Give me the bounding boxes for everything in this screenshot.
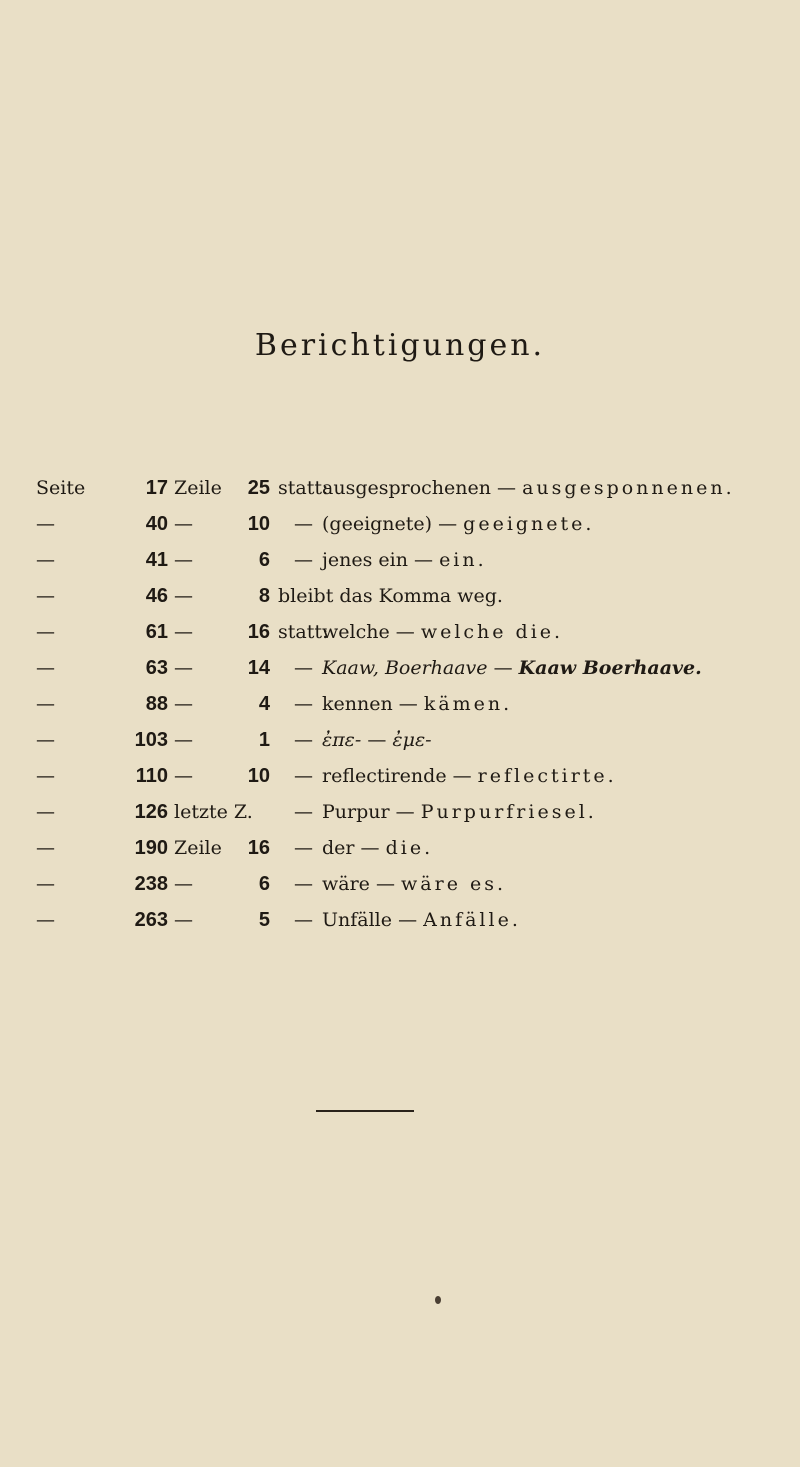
page-number: 46 <box>145 585 168 607</box>
lead-dash: — <box>36 549 55 571</box>
wrong-text: Unfälle <box>322 909 393 931</box>
wrong-text: kennen <box>322 693 393 715</box>
wrong-text: Kaaw, Boerhaave <box>322 657 488 679</box>
page-number: 40 <box>145 513 168 535</box>
statt-dash: — <box>294 873 313 895</box>
lead-dash: — <box>36 909 55 931</box>
correction-text <box>322 657 702 679</box>
seite-label: Seite <box>36 477 86 499</box>
lead-dash: — <box>36 693 55 715</box>
statt-label: statt: <box>278 621 329 643</box>
zeile-label: Zeile <box>174 837 222 859</box>
errata-row <box>36 585 800 621</box>
page-number: 41 <box>145 549 168 571</box>
zeile-label: Zeile <box>174 477 222 499</box>
wrong-text: welche <box>322 621 390 643</box>
wrong-text: ἐπε- <box>322 729 362 751</box>
line-number: 16 <box>247 621 270 643</box>
separator-dash: — <box>395 621 415 643</box>
correction-text <box>322 513 594 535</box>
statt-dash: — <box>294 765 313 787</box>
page-number: 88 <box>145 693 168 715</box>
errata-row <box>36 729 800 765</box>
wrong-text: reflectirende <box>322 765 447 787</box>
zeile-dash: — <box>174 909 193 931</box>
correction-text <box>278 585 503 607</box>
line-number: 16 <box>247 837 270 859</box>
page-title: Berichtigungen. <box>254 328 546 363</box>
correction-text <box>322 801 597 823</box>
errata-row <box>36 765 800 801</box>
lead-dash: — <box>36 621 55 643</box>
correction-text <box>322 729 432 751</box>
separator-dash: — <box>497 477 517 499</box>
right-text: geeignete. <box>463 513 595 535</box>
ink-mark <box>435 1296 441 1304</box>
statt-dash: — <box>294 693 313 715</box>
letzte-zeile-label: letzte Z. <box>174 801 253 823</box>
errata-row <box>36 657 800 693</box>
separator-dash: — <box>398 693 418 715</box>
statt-dash: — <box>294 513 313 535</box>
page-number: 126 <box>134 801 168 823</box>
errata-row <box>36 909 800 945</box>
page-number: 263 <box>134 909 168 931</box>
zeile-dash: — <box>174 621 193 643</box>
errata-row <box>36 873 800 909</box>
wrong-text: jenes ein <box>322 549 408 571</box>
correction-text <box>322 693 512 715</box>
right-text: kämen. <box>423 693 513 715</box>
lead-dash: — <box>36 801 55 823</box>
correction-text <box>322 477 735 499</box>
zeile-dash: — <box>174 549 193 571</box>
correction-text <box>322 909 521 931</box>
line-number: 5 <box>258 909 270 931</box>
statt-dash: — <box>294 801 313 823</box>
line-number: 6 <box>258 873 270 895</box>
lead-dash: — <box>36 657 55 679</box>
zeile-dash: — <box>174 657 193 679</box>
lead-dash: — <box>36 837 55 859</box>
line-number: 10 <box>247 765 270 787</box>
correction-text <box>322 549 487 571</box>
zeile-dash: — <box>174 765 193 787</box>
errata-row <box>36 477 800 513</box>
separator-dash: — <box>414 549 434 571</box>
right-text: die. <box>385 837 434 859</box>
right-text: Purpurfriesel. <box>420 801 597 823</box>
separator-dash: — <box>375 873 395 895</box>
right-text: reflectirte. <box>477 765 617 787</box>
lead-dash: — <box>36 729 55 751</box>
separator-dash: — <box>493 657 513 679</box>
lead-dash: — <box>36 585 55 607</box>
wrong-text: ausgesprochenen <box>322 477 491 499</box>
statt-dash: — <box>294 729 313 751</box>
page-number: 63 <box>145 657 168 679</box>
right-text: ein. <box>439 549 487 571</box>
errata-row <box>36 621 800 657</box>
line-number: 14 <box>247 657 270 679</box>
statt-dash: — <box>294 909 313 931</box>
separator-dash: — <box>395 801 415 823</box>
separator-dash: — <box>367 729 387 751</box>
statt-dash: — <box>294 549 313 571</box>
wrong-text: (geeignete) <box>322 513 433 535</box>
statt-dash: — <box>294 837 313 859</box>
lead-dash: — <box>36 513 55 535</box>
line-number: 1 <box>258 729 270 751</box>
footer-rule <box>316 1110 414 1112</box>
correction-text <box>322 837 433 859</box>
separator-dash: — <box>398 909 418 931</box>
line-number: 4 <box>258 693 270 715</box>
zeile-dash: — <box>174 513 193 535</box>
lead-dash: — <box>36 765 55 787</box>
page-number: 17 <box>145 477 168 499</box>
page-number: 110 <box>135 765 168 787</box>
errata-row <box>36 549 800 585</box>
separator-dash: — <box>360 837 380 859</box>
errata-row <box>36 837 800 873</box>
wrong-text: wäre <box>322 873 370 895</box>
errata-list <box>36 477 800 945</box>
line-number: 25 <box>247 477 270 499</box>
errata-row <box>36 693 800 729</box>
separator-dash: — <box>452 765 472 787</box>
statt-dash: — <box>294 657 313 679</box>
errata-row <box>36 801 800 837</box>
statt-label: statt: <box>278 477 329 499</box>
right-text: ausgesponnenen. <box>522 477 735 499</box>
zeile-dash: — <box>174 873 193 895</box>
wrong-text: Purpur <box>322 801 390 823</box>
line-number: 8 <box>258 585 270 607</box>
correction-text <box>322 621 563 643</box>
right-text: ἐμε- <box>392 729 432 751</box>
zeile-dash: — <box>174 729 193 751</box>
page-number: 238 <box>134 873 168 895</box>
separator-dash: — <box>438 513 458 535</box>
errata-row <box>36 513 800 549</box>
page-number: 190 <box>134 837 168 859</box>
page-number: 103 <box>134 729 168 751</box>
right-text: wäre es. <box>401 873 507 895</box>
line-number: 10 <box>247 513 270 535</box>
lead-dash: — <box>36 873 55 895</box>
right-text: Kaaw Boerhaave. <box>518 657 702 679</box>
right-text: welche die. <box>420 621 564 643</box>
zeile-dash: — <box>174 693 193 715</box>
right-text: Anfälle. <box>423 909 521 931</box>
wrong-text: der <box>322 837 355 859</box>
correction-text <box>322 873 506 895</box>
correction-text <box>322 765 617 787</box>
line-number: 6 <box>258 549 270 571</box>
page-number: 61 <box>145 621 168 643</box>
note-text: bleibt das Komma weg. <box>278 585 503 607</box>
zeile-dash: — <box>174 585 193 607</box>
